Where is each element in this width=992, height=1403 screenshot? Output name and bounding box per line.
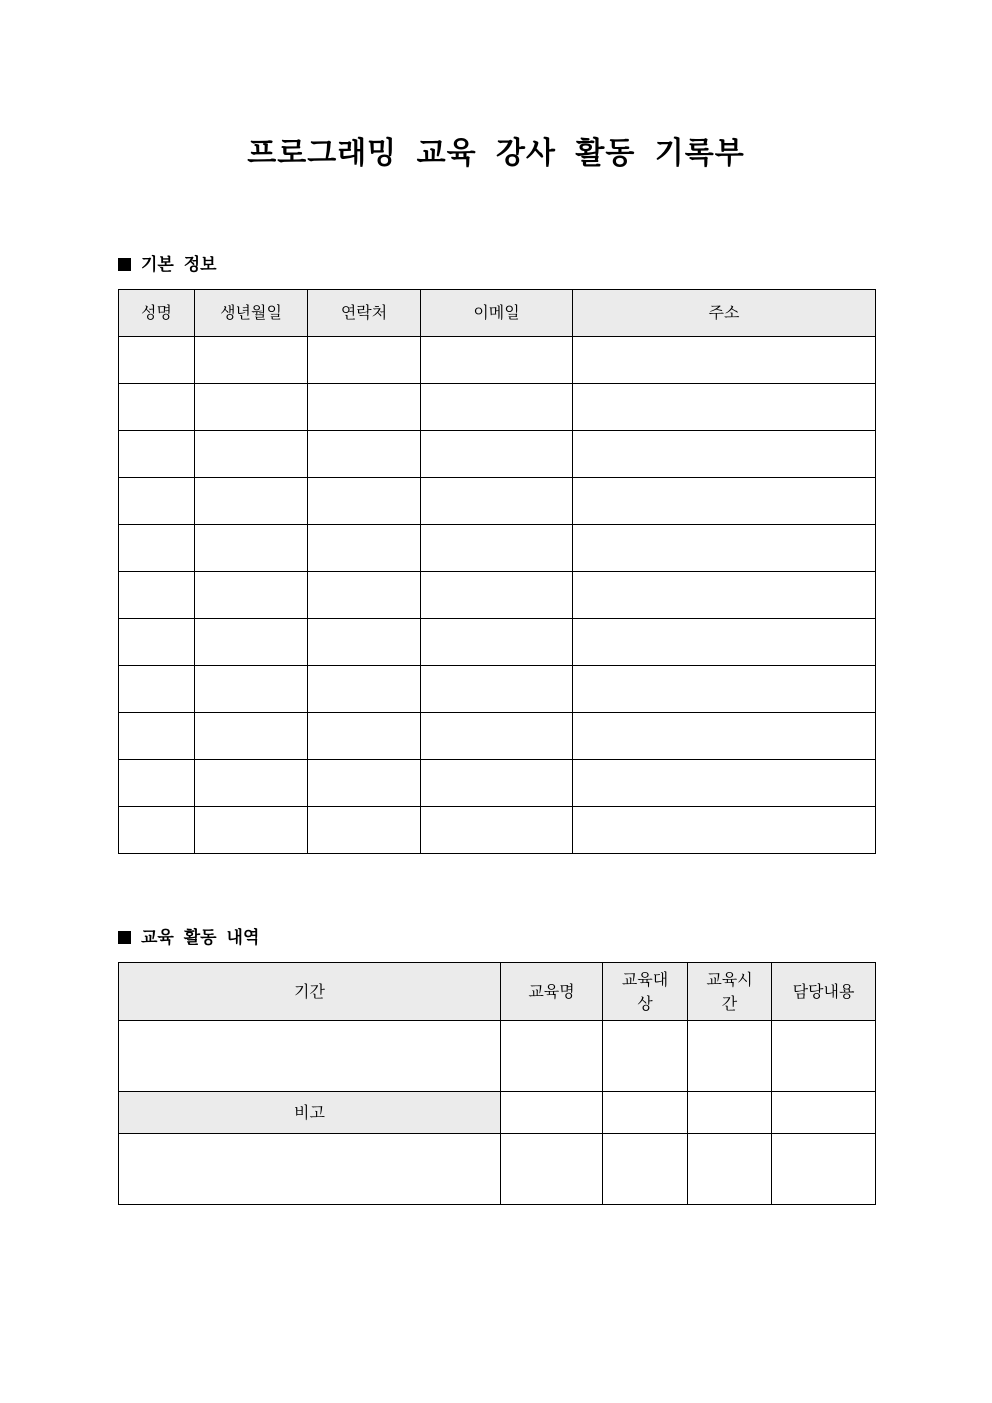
remarks-row [119,1134,876,1205]
birthdate-cell[interactable] [195,619,308,666]
responsibility-cell[interactable] [772,1092,876,1134]
birthdate-cell[interactable] [195,384,308,431]
address-cell[interactable] [573,478,876,525]
contact-cell[interactable] [308,666,421,713]
document-title: 프로그래밍 교육 강사 활동 기록부 [247,136,745,171]
header-contact: 연락처 [308,290,421,337]
email-cell[interactable] [421,478,573,525]
birthdate-cell[interactable] [195,666,308,713]
header-hours: 교육시 간 [688,963,772,1021]
email-cell[interactable] [421,619,573,666]
email-cell[interactable] [421,431,573,478]
square-bullet-icon [118,931,131,944]
address-cell[interactable] [573,337,876,384]
header-name: 성명 [119,290,195,337]
address-cell[interactable] [573,760,876,807]
target-audience-cell[interactable] [603,1134,688,1205]
activity-section-label: 교육 활동 내역 [141,928,260,948]
birthdate-cell[interactable] [195,572,308,619]
birthdate-cell[interactable] [195,807,308,854]
basic-info-row [119,807,876,854]
address-cell[interactable] [573,384,876,431]
remarks-label: 비고 [119,1092,501,1134]
activity-row [119,1021,876,1092]
basic-info-row [119,619,876,666]
basic-info-row [119,478,876,525]
header-birthdate: 생년월일 [195,290,308,337]
remarks-header-row [119,1092,876,1134]
course-name-cell[interactable] [501,1092,603,1134]
basic-info-row [119,431,876,478]
address-cell[interactable] [573,713,876,760]
contact-cell[interactable] [308,760,421,807]
name-cell[interactable] [119,807,195,854]
contact-cell[interactable] [308,572,421,619]
name-cell[interactable] [119,713,195,760]
email-cell[interactable] [421,760,573,807]
header-email: 이메일 [421,290,573,337]
birthdate-cell[interactable] [195,478,308,525]
basic-info-row [119,760,876,807]
name-cell[interactable] [119,666,195,713]
address-cell[interactable] [573,431,876,478]
email-cell[interactable] [421,384,573,431]
header-target-audience: 교육대 상 [603,963,688,1021]
header-course-name: 교육명 [501,963,603,1021]
basic-info-row [119,525,876,572]
basic-info-section-title [118,253,217,277]
basic-info-row [119,666,876,713]
activity-section-title [118,926,259,950]
email-cell[interactable] [421,666,573,713]
email-cell[interactable] [421,713,573,760]
basic-info-row [119,384,876,431]
basic-info-header-row [119,290,876,337]
contact-cell[interactable] [308,619,421,666]
name-cell[interactable] [119,478,195,525]
birthdate-cell[interactable] [195,760,308,807]
contact-cell[interactable] [308,807,421,854]
address-cell[interactable] [573,807,876,854]
responsibility-cell[interactable] [772,1021,876,1092]
birthdate-cell[interactable] [195,525,308,572]
header-responsibility: 담당내용 [772,963,876,1021]
responsibility-cell[interactable] [772,1134,876,1205]
basic-info-row [119,572,876,619]
contact-cell[interactable] [308,478,421,525]
name-cell[interactable] [119,760,195,807]
contact-cell[interactable] [308,431,421,478]
basic-info-table [118,289,876,854]
basic-info-row [119,337,876,384]
name-cell[interactable] [119,619,195,666]
address-cell[interactable] [573,666,876,713]
course-name-cell[interactable] [501,1021,603,1092]
email-cell[interactable] [421,337,573,384]
activity-table [118,962,876,1205]
email-cell[interactable] [421,807,573,854]
address-cell[interactable] [573,572,876,619]
period-cell[interactable] [119,1021,501,1092]
basic-info-row [119,713,876,760]
name-cell[interactable] [119,384,195,431]
remarks-cell[interactable] [119,1134,501,1205]
address-cell[interactable] [573,619,876,666]
target-audience-cell[interactable] [603,1021,688,1092]
email-cell[interactable] [421,525,573,572]
contact-cell[interactable] [308,384,421,431]
header-period: 기간 [119,963,501,1021]
birthdate-cell[interactable] [195,337,308,384]
basic-info-body [119,337,876,854]
header-address: 주소 [573,290,876,337]
birthdate-cell[interactable] [195,713,308,760]
activity-header-row [119,963,876,1021]
name-cell[interactable] [119,431,195,478]
address-cell[interactable] [573,525,876,572]
contact-cell[interactable] [308,337,421,384]
name-cell[interactable] [119,525,195,572]
name-cell[interactable] [119,572,195,619]
hours-cell[interactable] [688,1021,772,1092]
target-audience-cell[interactable] [603,1092,688,1134]
hours-cell[interactable] [688,1134,772,1205]
name-cell[interactable] [119,337,195,384]
contact-cell[interactable] [308,525,421,572]
square-bullet-icon [118,258,131,271]
course-name-cell[interactable] [501,1134,603,1205]
basic-info-section-label: 기본 정보 [141,255,217,275]
hours-cell[interactable] [688,1092,772,1134]
contact-cell[interactable] [308,713,421,760]
birthdate-cell[interactable] [195,431,308,478]
email-cell[interactable] [421,572,573,619]
